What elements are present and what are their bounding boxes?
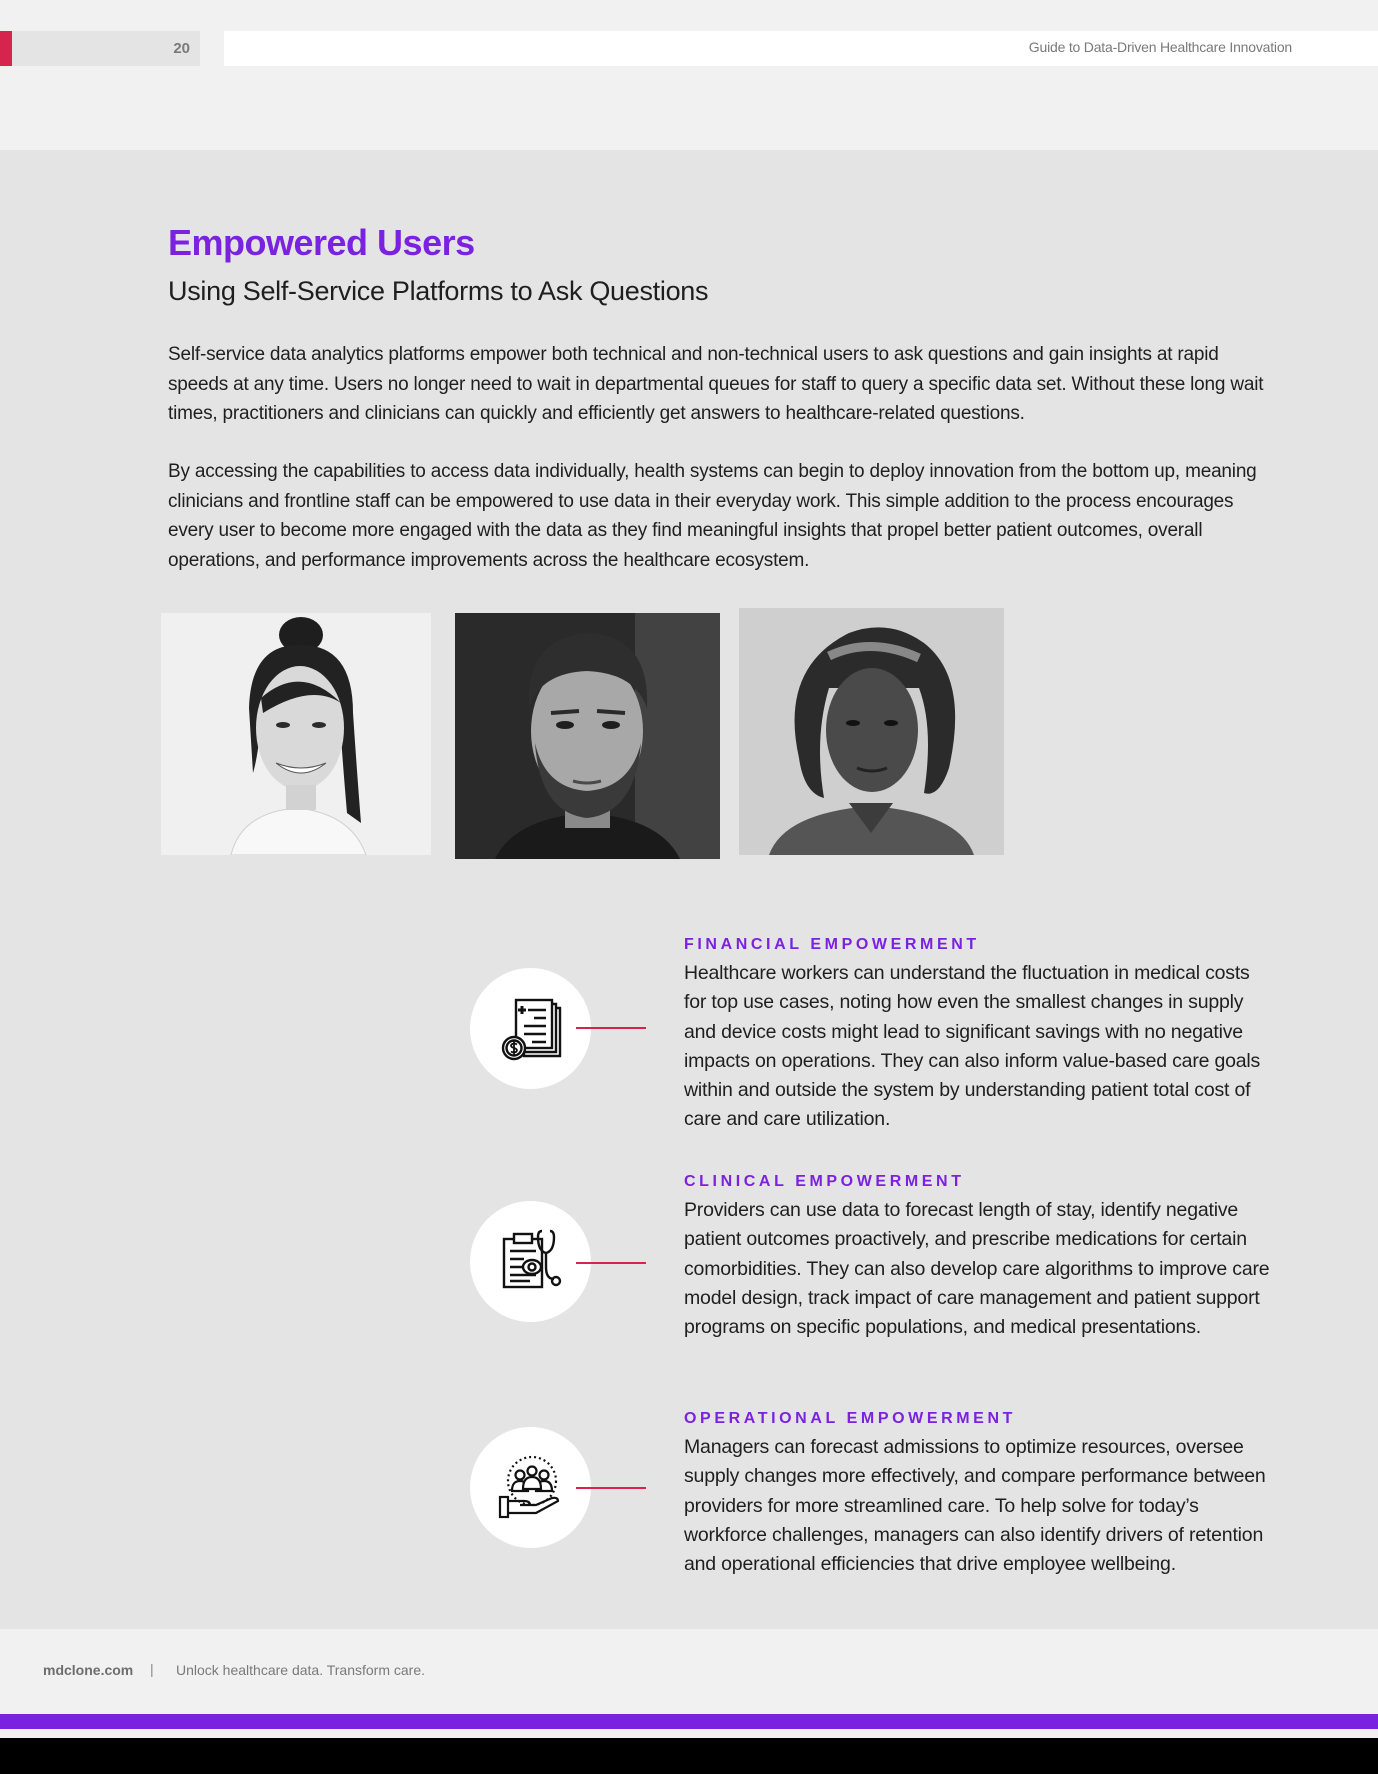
clipboard-stethoscope-icon xyxy=(496,1227,565,1296)
body-paragraph: By accessing the capabilities to access data individually, health systems can begin to deploy innovation from the bottom up, meaning clinicians and frontline staff can be empowered to use data in their everyday work. This simple addition to the process encourages every user to become more engaged with the data as they find meaningful insights that propel better patient outcomes, overall operations, and performance improvements across the healthcare ecosystem. xyxy=(168,461,1257,571)
intro-paragraph: Self-service data analytics platforms empower both technical and non-technical users to ask questions and gain insights at rapid speeds at any time. Users no longer need to wait in departmental queues for staff to query a specific data set. Without these long wait times, practitioners and clinicians can quickly and efficiently get answers to healthcare-related questions. xyxy=(168,344,1264,424)
financial-icon-badge xyxy=(470,968,591,1089)
footer-site-link[interactable]: mdclone.com xyxy=(43,1662,134,1678)
hand-holding-people-icon xyxy=(496,1453,565,1522)
header-band xyxy=(0,0,1378,150)
medical-bill-dollar-icon xyxy=(496,994,565,1063)
portrait-photo-bearded-man xyxy=(455,613,720,859)
clinical-heading: CLINICAL EMPOWERMENT xyxy=(684,1173,965,1190)
operational-icon-badge xyxy=(470,1427,591,1548)
portrait-photo-woman-smiling xyxy=(161,613,431,855)
clinical-body: Providers can use data to forecast length of stay, identify negative patient outcomes proactively, and prescribe medications for certain comorbidities. They can also develop care algorithms to improve care model design, track impact of care management and patient support programs on specific populations, and medical presentations. xyxy=(684,1199,1270,1339)
financial-body: Healthcare workers can understand the fluctuation in medical costs for top use cases, noting how even the smallest changes in supply and device costs might lead to significant savings with no negative impacts on operations. They can also inform value-based care goals within and outside the system by understanding patient total cost of care and care utilization. xyxy=(684,962,1261,1131)
clinical-connector-line xyxy=(576,1262,646,1264)
page-number: 20 xyxy=(173,40,190,57)
footer-separator: | xyxy=(150,1661,154,1677)
footer-gap xyxy=(0,1729,1378,1738)
operational-connector-line xyxy=(576,1487,646,1489)
footer-purple-bar xyxy=(0,1714,1378,1729)
page-title: Empowered Users xyxy=(168,222,475,263)
page-number-tab xyxy=(0,31,200,66)
doc-title-strip xyxy=(224,31,1378,66)
operational-heading: OPERATIONAL EMPOWERMENT xyxy=(684,1410,1016,1427)
portrait-photo-woman-curly-hair xyxy=(739,608,1004,855)
doc-title: Guide to Data-Driven Healthcare Innovation xyxy=(1028,39,1292,55)
financial-connector-line xyxy=(576,1027,646,1029)
page-subtitle: Using Self-Service Platforms to Ask Questions xyxy=(168,276,709,306)
footer-tagline: Unlock healthcare data. Transform care. xyxy=(176,1662,426,1678)
financial-heading: FINANCIAL EMPOWERMENT xyxy=(684,936,980,953)
operational-body: Managers can forecast admissions to optimize resources, oversee supply changes more effectively, and compare performance between providers for more streamlined care. To help solve for today’s workforce challenges, managers can also identify drivers of retention and operational efficiencies that drive employee wellbeing. xyxy=(684,1436,1266,1576)
footer-black-bar xyxy=(0,1738,1378,1774)
clinical-icon-badge xyxy=(470,1201,591,1322)
page-tab-accent xyxy=(0,31,12,66)
